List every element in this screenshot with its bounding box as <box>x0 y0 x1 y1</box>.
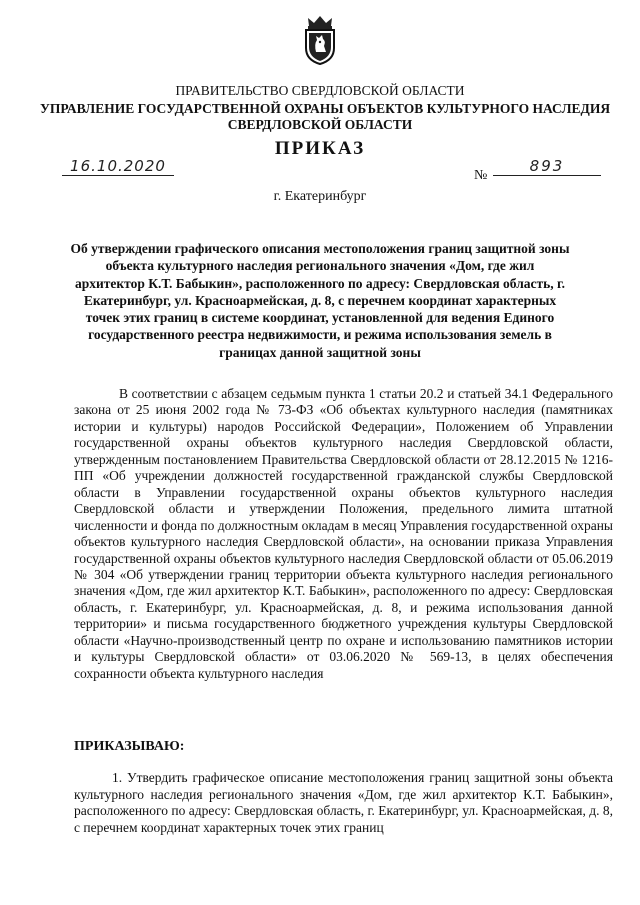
department-name-line1: УПРАВЛЕНИЕ ГОСУДАРСТВЕННОЙ ОХРАНЫ ОБЪЕКТОВ КУЛЬТУРНОГО НАСЛЕДИЯ <box>40 101 611 116</box>
government-name: ПРАВИТЕЛЬСТВО СВЕРДЛОВСКОЙ ОБЛАСТИ <box>175 83 465 98</box>
coat-of-arms-icon <box>302 14 338 66</box>
city-name: г. Екатеринбург <box>273 189 367 204</box>
order-number: 893 <box>493 157 601 176</box>
preamble-block <box>74 386 613 682</box>
department-name-line2: СВЕРДЛОВСКОЙ ОБЛАСТИ <box>227 117 413 132</box>
order-number-label: № <box>474 168 488 183</box>
order-date: 16.10.2020 <box>62 157 174 176</box>
document-type-title: ПРИКАЗ <box>274 138 366 159</box>
preamble-paragraph: В соответствии с абзацем седьмым пункта 1 статьи 20.2 и статьей 34.1 Федерального закона от 25 июня 2002 года № 73-ФЗ «Об объектах культурного наследия (памятниках истории и культуры) народов Российской Федерации», Положением об Управлении государственной охраны объектов культурного наследия Свердловской области, утвержденным постановлением Правительства Свердловской области от 28.12.2015 № 1216-ПП «Об учреждении должностей государственной гражданской службы Свердловской области в Управлении государственной охраны объектов культурного наследия Свердловской области и утверждении Положения, предельного лимита штатной численности и фонда по должностным окладам в месяц Управления государственной охраны объектов культурного наследия Свердловской области», на основании приказа Управления государственной охраны объектов культурного наследия Свердловской области от 05.06.2019 № 304 «Об утверждении границ территории объекта культурного наследия регионального значения «Дом, где жил архитектор К.Т. Бабыкин», расположенного по адресу: Свердловская область, г. Екатеринбург, ул. Красноармейская, д. 8, и режима использования данной территории» и письма государственного бюджетного учреждения культуры Свердловской области «Научно-производственный центр по охране и использованию памятников истории и культуры Свердловской области» от 03.06.2020 № 569-13, в целях обеспечения сохранности объекта культурного наследия <box>74 386 613 681</box>
order-heading: Об утверждении графического описания местоположения границ защитной зоны объекта культурного наследия регионального значения «Дом, где жил архитектор К.Т. Бабыкин», расположенного по адресу: Свердловская область, г. Екатеринбург, ул. Красноармейская, д. 8, с перечнем координат характерных точек этих границ в системе координат, установленной для ведения Единого государственного реестра недвижимости, и режима использования земель в границах данной защитной зоны <box>70 241 570 360</box>
order-item-1: 1. Утвердить графическое описание местоположения границ защитной зоны объекта культурного наследия регионального значения «Дом, где жил архитектор К.Т. Бабыкин», расположенного по адресу: Свердловская область, г. Екатеринбург, ул. Красноармейская, д. 8, с перечнем координат характерных точек этих границ <box>74 770 613 835</box>
order-command-word: ПРИКАЗЫВАЮ: <box>74 739 185 754</box>
order-items <box>74 770 613 836</box>
